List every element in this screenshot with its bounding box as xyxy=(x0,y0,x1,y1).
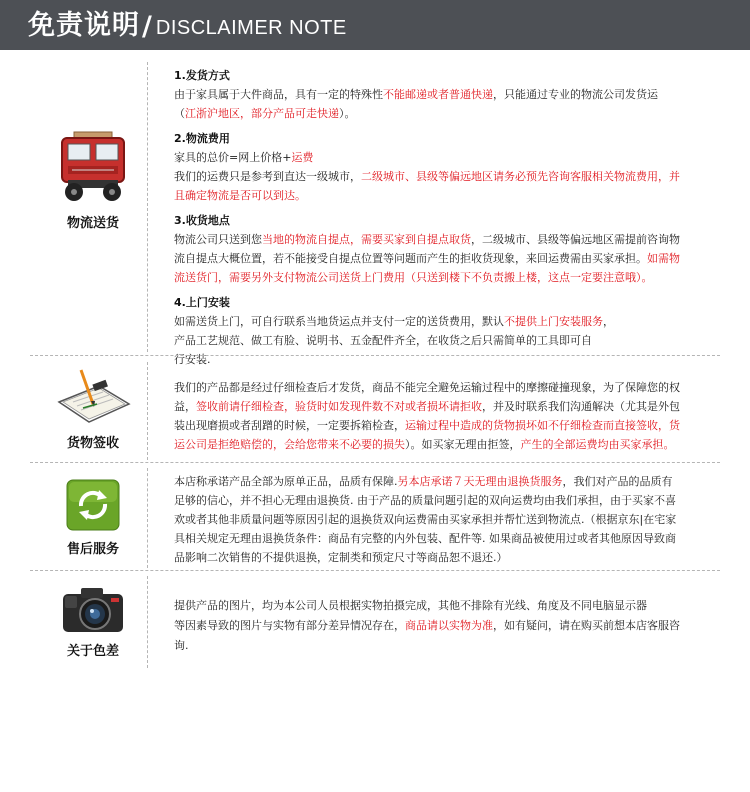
text: 足够的信心，并不担心无理由退换货. 由于产品的质量问题引起的双向运费均由我们承担，由于买家不喜 xyxy=(174,494,676,507)
text: 行安装. xyxy=(174,353,211,366)
color-label: 关于色差 xyxy=(66,644,119,659)
highlight-text: 运费 xyxy=(291,151,314,164)
divider-horizontal xyxy=(30,462,720,463)
header-title-en: DISCLAIMER NOTE xyxy=(155,17,347,39)
text: ，只能通过专业的物流公司发货运 xyxy=(493,88,658,101)
shipping-block-4 xyxy=(174,293,704,369)
text: 品影响二次销售的不提供退换，定制类和预定尺寸等商品恕不退还.） xyxy=(174,551,508,564)
header-slash: / xyxy=(142,11,152,42)
signing-label: 货物签收 xyxy=(66,436,119,451)
divider-vertical xyxy=(147,576,148,668)
highlight-text: 当地的物流自提点，需要买家到自提点取货 xyxy=(262,233,471,246)
text: ，并及时联系我们沟通解决（尤其是外包 xyxy=(482,400,680,413)
text: 益， xyxy=(174,400,196,413)
text: ，二级城市、县级等偏远地区需提前咨询物 xyxy=(471,233,680,246)
highlight-text: 如需物 xyxy=(647,252,680,265)
divider-vertical xyxy=(147,468,148,568)
highlight-text: 二级城市、县级等偏远地区请务必预先咨询客服相关物流费用，并 xyxy=(361,170,680,183)
page-header xyxy=(0,0,750,50)
text: 如需送货上门，可自行联系当地货运点并支付一定的送货费用，默认 xyxy=(174,315,504,328)
text: 流自提点大概位置，若不能接受自提点位置等问题而产生的拒收货现象，来回运费需由买家承担。 xyxy=(174,252,647,265)
signing-content xyxy=(174,378,704,454)
divider-vertical xyxy=(147,62,148,352)
shipping-heading-4: 4.上门安装 xyxy=(174,296,230,309)
highlight-text: 不提供上门安装服务 xyxy=(504,315,603,328)
text: ）。如买家无理由拒签， xyxy=(405,438,521,451)
aftersale-label: 售后服务 xyxy=(66,542,119,557)
text: （ xyxy=(174,107,185,120)
highlight-text: 流送货门，需要另外支付物流公司送货上门费用（只送到楼下不负责搬上楼，这点一定要注意哦）。 xyxy=(174,271,653,284)
text: ）。 xyxy=(339,107,356,120)
divider-horizontal xyxy=(30,355,720,356)
highlight-text: 且确定物流是否可以到达。 xyxy=(174,189,306,202)
shipping-heading-1: 1.发货方式 xyxy=(174,69,230,82)
highlight-text: 不能邮递或者普通快递 xyxy=(383,88,493,101)
text: ，如有疑问，请在购买前想本店客服咨 xyxy=(493,619,680,632)
shipping-heading-2: 2.物流费用 xyxy=(174,132,230,145)
highlight-text: 产生的全部运费均由买家承担。 xyxy=(520,438,675,451)
text: 由于家具属于大件商品，具有一定的特殊性 xyxy=(174,88,383,101)
text: ，我们对产品的品质有 xyxy=(562,475,673,488)
highlight-text: 另本店承诺７天无理由退换货服务 xyxy=(397,475,563,488)
text: 具相关规定无理由退换货条件：商品有完整的内外包装、配件等. 如果商品被使用过或者其他原因导致商 xyxy=(174,532,676,545)
text: 我们的运费只是参考到直达一级城市， xyxy=(174,170,361,183)
truck-icon xyxy=(52,128,134,206)
text: 询. xyxy=(174,639,189,652)
text: 家具的总价=网上价格+ xyxy=(174,151,292,164)
text: 提供产品的图片，均为本公司人员根据实物拍摄完成，其他不排除有光线、角度及不同电脑显示器 xyxy=(174,599,647,612)
text: 物流公司只送到您 xyxy=(174,233,262,246)
text: 装出现磨损或者刮蹭的时候，一定要拆箱检查， xyxy=(174,419,405,432)
highlight-text: 运输过程中造成的货物损坏如不仔细检查而直接签收，货 xyxy=(405,419,680,432)
highlight-text: 签收前请仔细检查，验货时如发现件数不对或者损坏请拒收 xyxy=(196,400,482,413)
text: 我们的产品都是经过仔细检查后才发货，商品不能完全避免运输过程中的摩擦碰撞现象，为了保障您的权 xyxy=(174,381,680,394)
color-icon-box xyxy=(48,584,138,659)
camera-icon xyxy=(61,584,125,634)
header-title-cn: 免责说明 xyxy=(28,10,140,41)
refresh-icon xyxy=(65,478,121,532)
shipping-icon-box xyxy=(48,128,138,231)
highlight-text: 运公司是拒绝赔偿的，会给您带来不必要的损失 xyxy=(174,438,405,451)
shipping-block-3 xyxy=(174,211,704,287)
shipping-content xyxy=(174,66,704,375)
aftersale-icon-box xyxy=(48,478,138,557)
text: 欢或者其他非质量问题等原因引起的退换货双向运费需由买家承担并帮忙送到物流点.（根据京东|在宅家 xyxy=(174,513,677,526)
clipboard-pen-icon xyxy=(53,368,133,426)
highlight-text: 商品请以实物为准 xyxy=(405,619,493,632)
highlight-text: 江浙沪地区，部分产品可走快递 xyxy=(185,107,339,120)
signing-icon-box xyxy=(48,368,138,451)
text: 等因素导致的图片与实物有部分差异情况存在， xyxy=(174,619,405,632)
shipping-block-2 xyxy=(174,129,704,205)
text: 产品工艺规范、做工有脸、说明书、五金配件齐全，在收货之后只需简单的工具即可自 xyxy=(174,334,592,347)
shipping-heading-3: 3.收货地点 xyxy=(174,214,230,227)
shipping-block-1 xyxy=(174,66,704,123)
aftersale-content xyxy=(174,472,704,567)
text: ， xyxy=(603,315,614,328)
divider-horizontal xyxy=(30,570,720,571)
divider-vertical xyxy=(147,362,148,460)
color-content xyxy=(174,596,704,656)
text: 本店称承诺产品全部为原单正品，品质有保障. xyxy=(174,475,398,488)
shipping-label: 物流送货 xyxy=(66,216,119,231)
